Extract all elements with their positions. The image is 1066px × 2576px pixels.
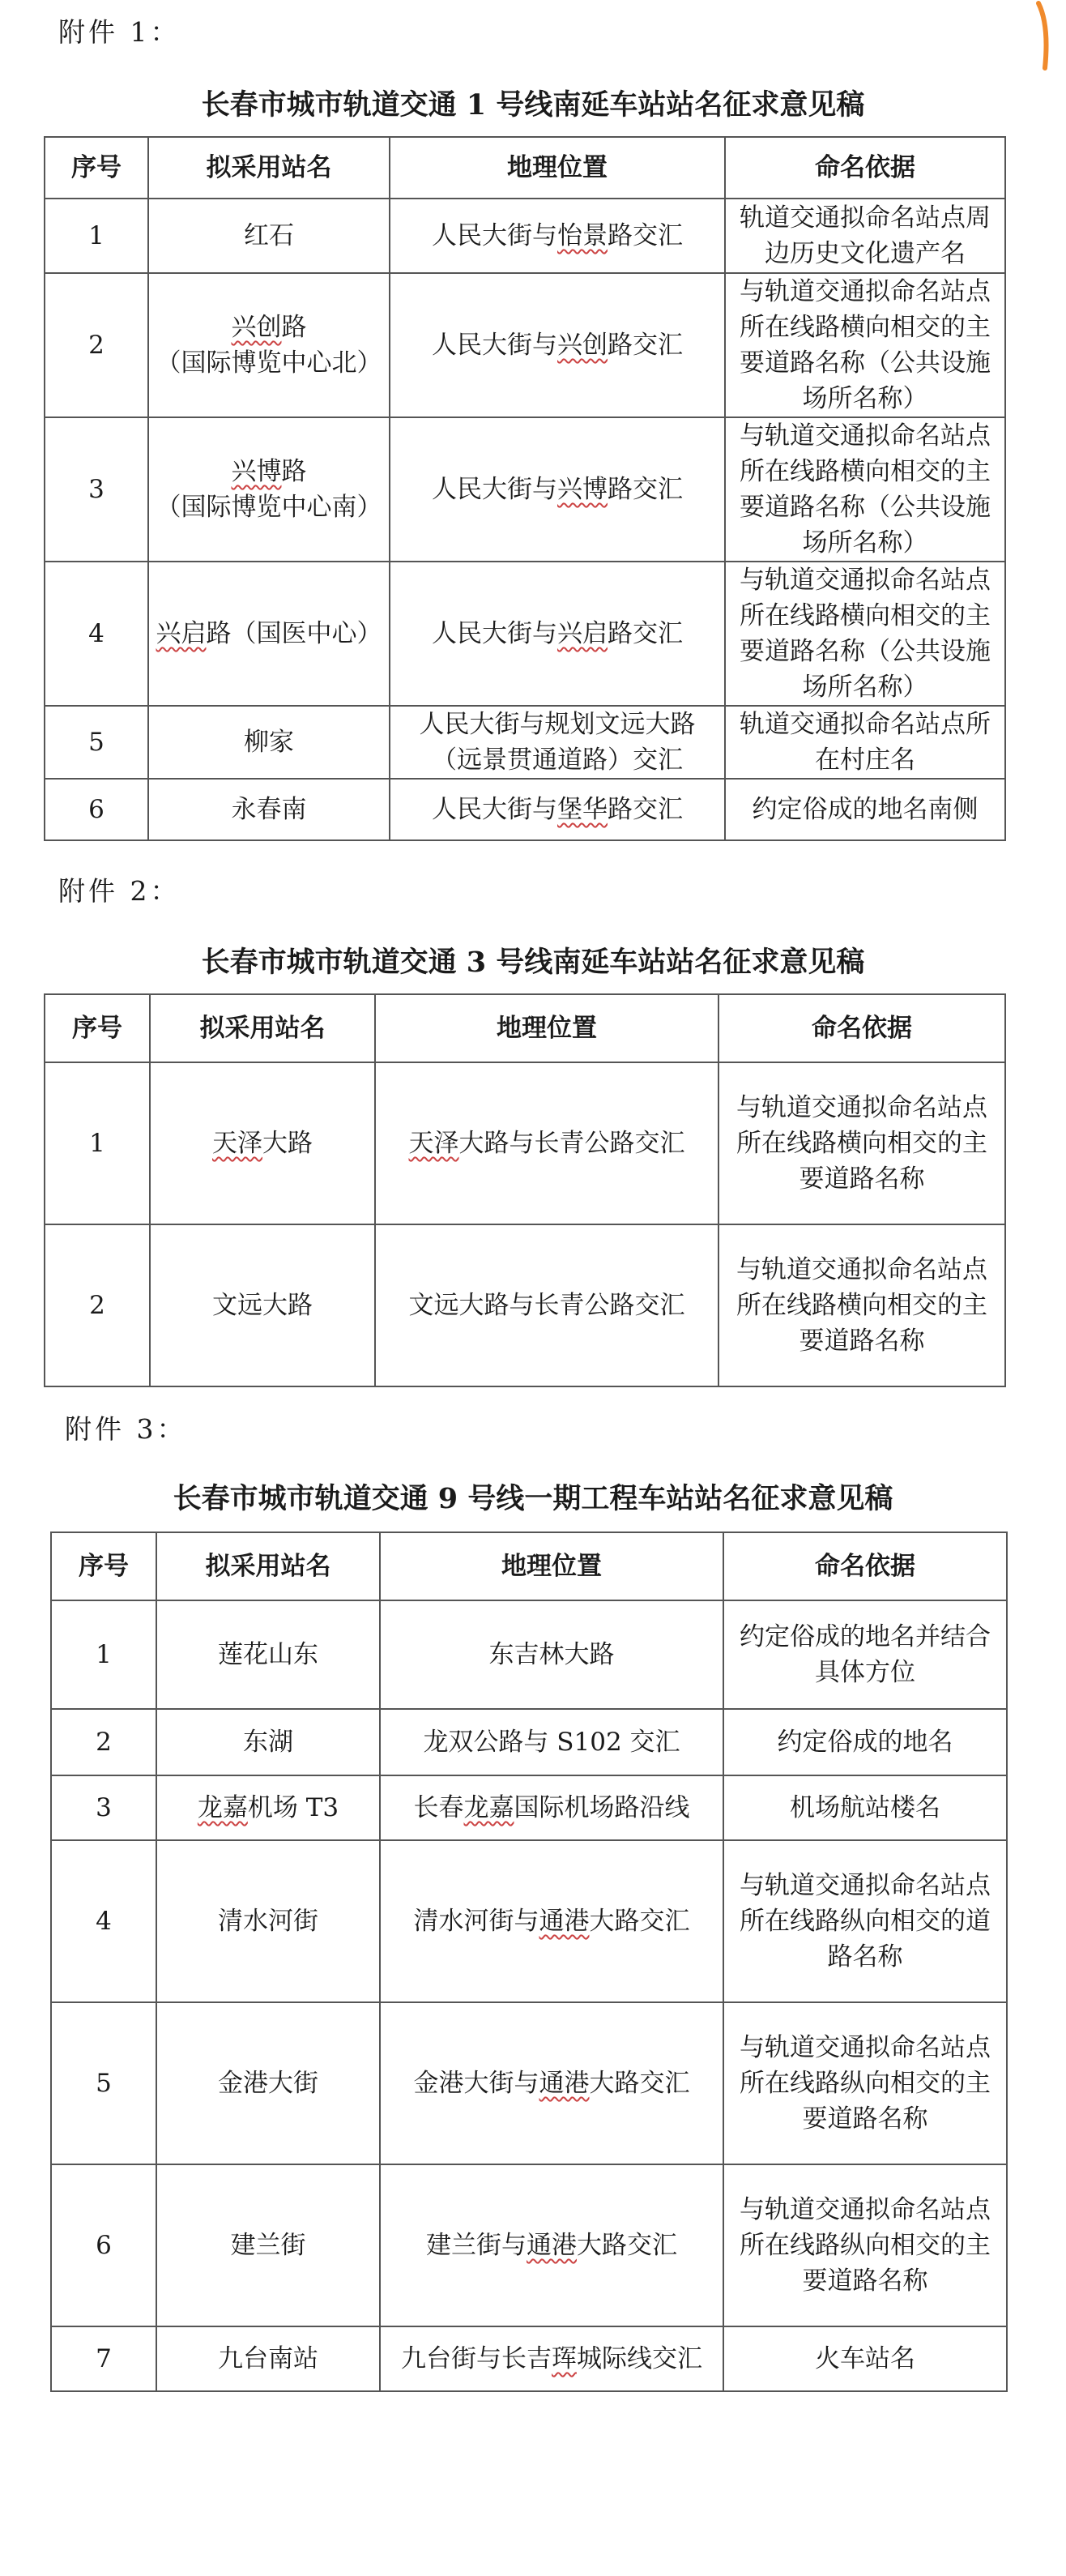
station-name-cell: [156, 2326, 380, 2391]
table-row: [51, 2326, 1007, 2391]
station-name-cell: [150, 1062, 375, 1224]
table-header-row: [45, 994, 1005, 1062]
column-header: 序号: [45, 137, 148, 199]
station-name: 柳家: [244, 728, 294, 757]
location-cell: 金港大街与通港大路交汇: [380, 2002, 723, 2164]
column-header: 拟采用站名: [156, 1532, 380, 1600]
station-name: 东湖: [243, 1728, 293, 1757]
location-cell: 长春龙嘉国际机场路沿线: [380, 1775, 723, 1840]
table-row: [45, 1062, 1005, 1224]
location-cell: 东吉林大路: [380, 1600, 723, 1709]
station-name-cell: [156, 1775, 380, 1840]
naming-basis-cell: 轨道交通拟命名站点周边历史文化遗产名: [725, 199, 1005, 273]
naming-basis-cell: 约定俗成的地名: [723, 1709, 1007, 1775]
table-row: [45, 779, 1005, 840]
naming-basis-cell: 约定俗成的地名南侧: [725, 779, 1005, 840]
location-cell: 建兰街与通港大路交汇: [380, 2164, 723, 2326]
table-row: [45, 706, 1005, 779]
row-number: 2: [51, 1709, 156, 1775]
station-name: 文远大路: [212, 1291, 313, 1320]
station-alt-name: （国际博览中心北）: [156, 348, 382, 378]
attachment-2-title: 长春市城市轨道交通 3 号线南延车站站名征求意见稿: [201, 946, 865, 979]
row-number: 6: [45, 779, 148, 840]
naming-basis-cell: 与轨道交通拟命名站点所在线路横向相交的主要道路名称（公共设施场所名称）: [725, 562, 1005, 706]
attachment-2-table: [44, 993, 1006, 1387]
row-number: 4: [45, 562, 148, 706]
row-number: 1: [45, 199, 148, 273]
location-cell: 人民大街与兴博路交汇: [390, 417, 725, 562]
row-number: 6: [51, 2164, 156, 2326]
naming-basis-cell: 与轨道交通拟命名站点所在线路纵向相交的主要道路名称: [723, 2002, 1007, 2164]
column-header: 拟采用站名: [148, 137, 390, 199]
location-cell: 文远大路与长青公路交汇: [375, 1224, 718, 1386]
column-header: 命名依据: [725, 137, 1005, 199]
table-row: [51, 2164, 1007, 2326]
attachment-1-title: 长春市城市轨道交通 1 号线南延车站站名征求意见稿: [201, 88, 865, 122]
row-number: 5: [51, 2002, 156, 2164]
station-name: 兴博路: [231, 457, 307, 486]
station-name-cell: [156, 1709, 380, 1775]
table-row: [51, 1775, 1007, 1840]
station-name-cell: [148, 199, 390, 273]
station-name-cell: [148, 779, 390, 840]
column-header: 序号: [45, 994, 150, 1062]
station-name: 九台南站: [218, 2344, 318, 2373]
station-name: 龙嘉机场 T3: [197, 1793, 339, 1822]
column-header: 命名依据: [718, 994, 1005, 1062]
pen-stroke-mark: [1027, 0, 1055, 75]
station-name: 莲花山东: [218, 1640, 318, 1669]
attachment-2-label: 附件 2：: [58, 875, 181, 907]
row-number: 3: [45, 417, 148, 562]
station-name: 金港大街: [218, 2069, 318, 2098]
column-header: 序号: [51, 1532, 156, 1600]
table-header-row: [45, 137, 1005, 199]
station-name-cell: [148, 417, 390, 562]
location-cell: 人民大街与堡华路交汇: [390, 779, 725, 840]
station-name: 兴启路（国医中心）: [156, 619, 382, 648]
table-row: [45, 273, 1005, 417]
station-name-cell: [148, 273, 390, 417]
station-name-cell: [148, 562, 390, 706]
station-name: 兴创路: [231, 313, 307, 342]
attachment-3-label: 附件 3：: [65, 1413, 187, 1445]
naming-basis-cell: 轨道交通拟命名站点所在村庄名: [725, 706, 1005, 779]
table-row: [51, 1709, 1007, 1775]
row-number: 2: [45, 1224, 150, 1386]
row-number: 1: [51, 1600, 156, 1709]
location-cell: 人民大街与怡景路交汇: [390, 199, 725, 273]
attachment-1-label: 附件 1：: [58, 16, 181, 48]
station-name: 红石: [244, 221, 294, 250]
table-row: [45, 562, 1005, 706]
naming-basis-cell: 与轨道交通拟命名站点所在线路横向相交的主要道路名称（公共设施场所名称）: [725, 417, 1005, 562]
table-row: [51, 1600, 1007, 1709]
station-name-cell: [148, 706, 390, 779]
naming-basis-cell: 与轨道交通拟命名站点所在线路横向相交的主要道路名称: [718, 1224, 1005, 1386]
row-number: 7: [51, 2326, 156, 2391]
column-header: 命名依据: [723, 1532, 1007, 1600]
naming-basis-cell: 火车站名: [723, 2326, 1007, 2391]
row-number: 2: [45, 273, 148, 417]
table-header-row: [51, 1532, 1007, 1600]
row-number: 5: [45, 706, 148, 779]
station-name-cell: [156, 2002, 380, 2164]
naming-basis-cell: 约定俗成的地名并结合具体方位: [723, 1600, 1007, 1709]
table-row: [45, 199, 1005, 273]
attachment-3-title: 长春市城市轨道交通 9 号线一期工程车站站名征求意见稿: [173, 1482, 893, 1515]
naming-basis-cell: 与轨道交通拟命名站点所在线路纵向相交的道路名称: [723, 1840, 1007, 2002]
location-cell: 人民大街与兴创路交汇: [390, 273, 725, 417]
table-row: [45, 1224, 1005, 1386]
station-name-cell: [156, 1600, 380, 1709]
station-alt-name: （国际博览中心南）: [156, 493, 382, 522]
station-name: 建兰街: [230, 2231, 306, 2260]
naming-basis-cell: 与轨道交通拟命名站点所在线路横向相交的主要道路名称（公共设施场所名称）: [725, 273, 1005, 417]
location-cell: 九台街与长吉珲城际线交汇: [380, 2326, 723, 2391]
row-number: 4: [51, 1840, 156, 2002]
table-row: [45, 417, 1005, 562]
station-name-cell: [150, 1224, 375, 1386]
naming-basis-cell: 与轨道交通拟命名站点所在线路纵向相交的主要道路名称: [723, 2164, 1007, 2326]
station-name: 永春南: [231, 795, 307, 824]
attachment-3-table: [50, 1532, 1008, 2392]
attachment-1-table: [44, 136, 1006, 841]
column-header: 地理位置: [390, 137, 725, 199]
column-header: 拟采用站名: [150, 994, 375, 1062]
column-header: 地理位置: [375, 994, 718, 1062]
naming-basis-cell: 与轨道交通拟命名站点所在线路横向相交的主要道路名称: [718, 1062, 1005, 1224]
row-number: 1: [45, 1062, 150, 1224]
station-name: 清水河街: [218, 1907, 318, 1936]
row-number: 3: [51, 1775, 156, 1840]
location-cell: 人民大街与兴启路交汇: [390, 562, 725, 706]
naming-basis-cell: 机场航站楼名: [723, 1775, 1007, 1840]
location-cell: 天泽大路与长青公路交汇: [375, 1062, 718, 1224]
table-row: [51, 1840, 1007, 2002]
location-cell: 清水河街与通港大路交汇: [380, 1840, 723, 2002]
station-name-cell: [156, 1840, 380, 2002]
column-header: 地理位置: [380, 1532, 723, 1600]
location-cell: 龙双公路与 S102 交汇: [380, 1709, 723, 1775]
location-cell: 人民大街与规划文远大路（远景贯通道路）交汇: [390, 706, 725, 779]
station-name: 天泽大路: [212, 1129, 313, 1158]
table-row: [51, 2002, 1007, 2164]
station-name-cell: [156, 2164, 380, 2326]
